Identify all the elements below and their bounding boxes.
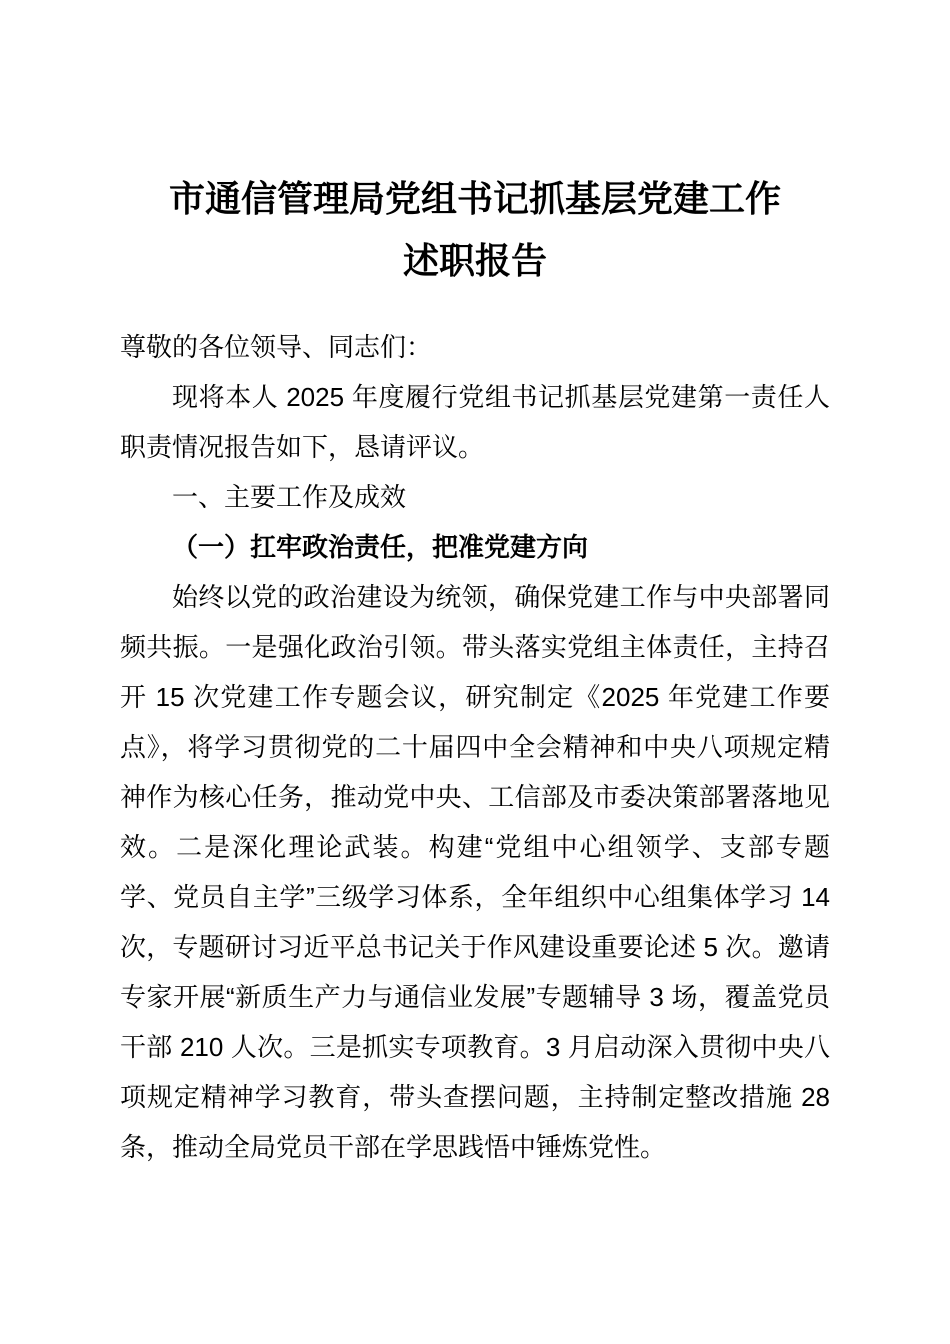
document-title-line-1: 市通信管理局党组书记抓基层党建工作 xyxy=(168,178,781,219)
section-1-heading: 一、主要工作及成效 xyxy=(172,482,407,512)
subsection-1-1-body: 始终以党的政治建设为统领，确保党建工作与中央部署同频共振。一是强化政治引领。带头落实党组主体责任，主持召开 15 次党建工作专题会议，研究制定《2025 年党建工作要点》，将学习贯彻党的二十届四中全会精神和中央八项规定精神作为核心任务，推动党中央、工信部及市委决策部署落地见效。二是深化理论武装。构建“党组中心组领学、支部专题学、党员自主学”三级学习体系，全年组织中心组集体学习 14 次，专题研讨习近平总书记关于作风建设重要论述 5 次。邀请专家开展“新质生产力与通信业发展”专题辅导 3 场，覆盖党员干部 210 人次。三是抓实专项教育。3 月启动深入贯彻中央八项规定精神学习教育，带头查摆问题，主持制定整改措施 28 条，推动全局党员干部在学思践悟中锤炼党性。 xyxy=(120,582,830,1162)
intro-paragraph: 现将本人 2025 年度履行党组书记抓基层党建第一责任人职责情况报告如下，恳请评议。 xyxy=(120,382,830,462)
document-title xyxy=(120,168,830,292)
document-body xyxy=(120,322,830,1172)
document-title-line-2: 述职报告 xyxy=(402,240,547,281)
subsection-1-1-heading: （一）扛牢政治责任，把准党建方向 xyxy=(172,532,589,562)
salutation: 尊敬的各位领导、同志们： xyxy=(120,332,433,362)
